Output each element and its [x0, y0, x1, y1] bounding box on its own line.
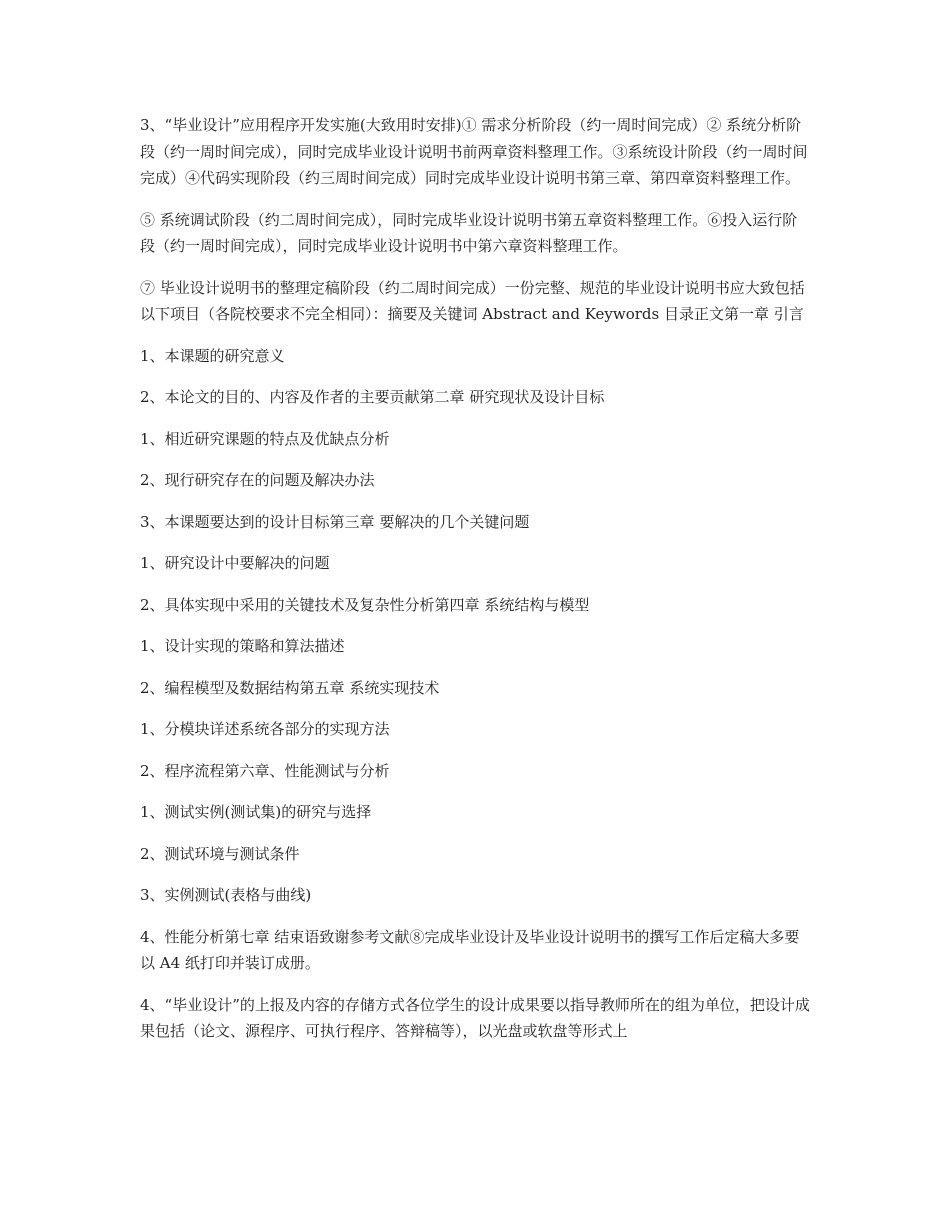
list-item: 3、本课题要达到的设计目标第三章 要解决的几个关键问题	[140, 512, 530, 531]
paragraph-submission: 4、“毕业设计”的上报及内容的存储方式各位学生的设计成果要以指导教师所在的组为单位，把设计成果包括（论文、源程序、可执行程序、答辩稿等），以光盘或软盘等形式上	[140, 995, 810, 1040]
paragraph-performance-analysis: 4、性能分析第七章 结束语致谢参考文献⑧完成毕业设计及毕业设计说明书的撰写工作后定稿大多要以 A4 纸打印并装订成册。	[140, 927, 800, 972]
list-item: 2、测试环境与测试条件	[140, 844, 300, 863]
list-item: 2、具体实现中采用的关键技术及复杂性分析第四章 系统结构与模型	[140, 595, 590, 614]
list-item: 1、相近研究课题的特点及优缺点分析	[140, 429, 390, 448]
list-item: 1、设计实现的策略和算法描述	[140, 637, 345, 655]
list-item: 1、测试实例(测试集)的研究与选择	[140, 803, 372, 821]
list-item: 2、现行研究存在的问题及解决办法	[140, 471, 375, 489]
list-item: 2、程序流程第六章、性能测试与分析	[140, 761, 390, 780]
list-item: 2、本论文的目的、内容及作者的主要贡献第二章 研究现状及设计目标	[140, 388, 605, 406]
paragraph-debug-stage: ⑤ 系统调试阶段（约二周时间完成），同时完成毕业设计说明书第五章资料整理工作。⑥投入运行阶段（约一周时间完成），同时完成毕业设计说明书中第六章资料整理工作。	[140, 210, 798, 255]
paragraph-dev-schedule: 3、“毕业设计”应用程序开发实施(大致用时安排)① 需求分析阶段（约一周时间完成）② 系统分析阶段（约一周时间完成），同时完成毕业设计说明书前两章资料整理工作。③系统设计阶段（约一周时间完成）④代码实现阶段（约三周时间完成）同时完成毕业设计说明书第三章、第四章资料整理工作。	[140, 116, 808, 187]
list-item: 2、编程模型及数据结构第五章 系统实现技术	[140, 678, 440, 697]
list-item: 3、实例测试(表格与曲线)	[140, 886, 312, 904]
paragraph-finalize-stage: ⑦ 毕业设计说明书的整理定稿阶段（约二周时间完成）一份完整、规范的毕业设计说明书应大致包括以下项目（各院校要求不完全相同）：摘要及关键词 Abstract and Keywords 目录正文第一章 引言	[140, 278, 805, 323]
list-item: 1、研究设计中要解决的问题	[140, 554, 330, 572]
list-item: 1、本课题的研究意义	[140, 346, 285, 365]
list-item: 1、分模块详述系统各部分的实现方法	[140, 720, 390, 738]
